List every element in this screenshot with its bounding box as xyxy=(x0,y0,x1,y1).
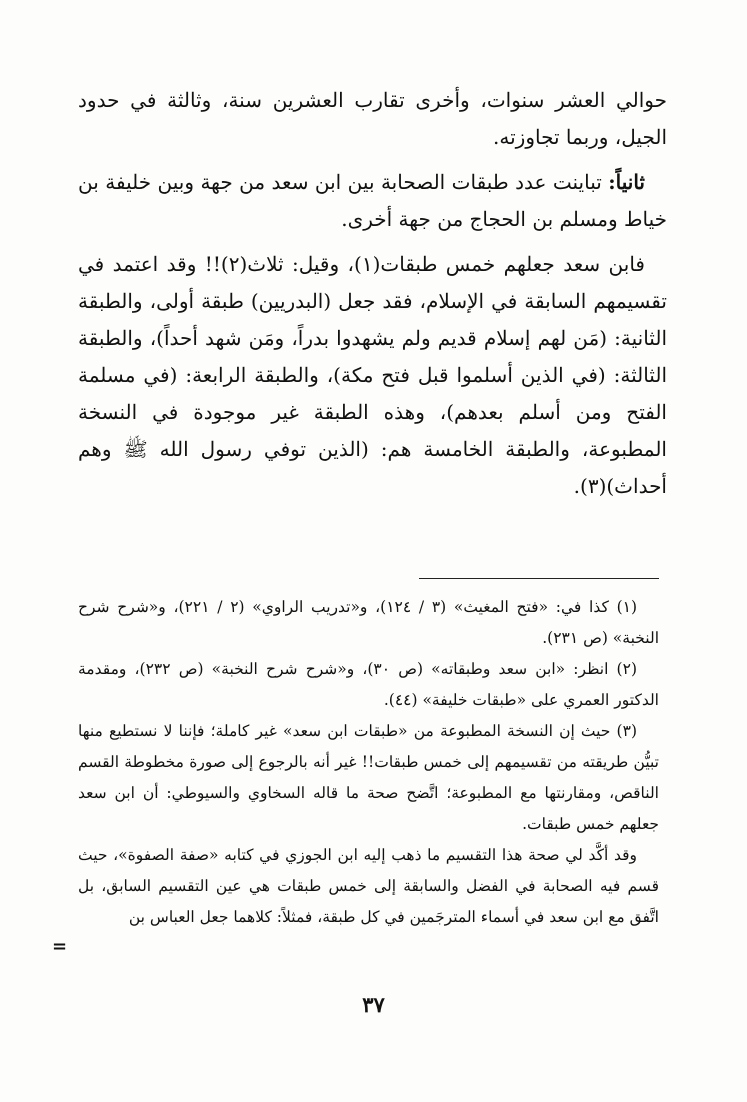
footnote-2: (٢) انظر: «ابن سعد وطبقاته» (ص ٣٠)، و«شرح شرح النخبة» (ص ٢٣٢)، ومقدمة الدكتور العمري على «طبقات خليفة» (٤٤). xyxy=(78,660,659,709)
paragraph-2 xyxy=(78,164,667,238)
paragraph-2-lead: ثانياً: xyxy=(608,170,645,194)
footnotes xyxy=(78,592,659,933)
paragraph-1: حوالي العشر سنوات، وأخرى تقارب العشرين سنة، وثالثة في حدود الجيل، وربما تجاوزته. xyxy=(78,88,667,149)
paragraph-2-text: تباينت عدد طبقات الصحابة بين ابن سعد من جهة وبين خليفة بن خياط ومسلم بن الحجاج من جهة أخرى. xyxy=(78,170,667,231)
paragraph-3: فابن سعد جعلهم خمس طبقات(١)، وقيل: ثلاث(٢)!! وقد اعتمد في تقسيمهم السابقة في الإسلام، فقد جعل (البدريين) طبقة أولى، والطبقة الثانية: (مَن لهم إسلام قديم ولم يشهدوا بدراً، ومَن شهد أحداً)، والطبقة الثالثة: (في الذين أسلموا قبل فتح مكة)، والطبقة الرابعة: (في مسلمة الفتح ومن أسلم بعدهم)، وهذه الطبقة غير موجودة في النسخة المطبوعة، والطبقة الخامسة هم: (الذين توفي رسول الله ﷺ وهم أحداث)(٣). xyxy=(78,252,667,498)
footnote-separator xyxy=(419,578,659,579)
page-number: ٣٧ xyxy=(362,992,385,1017)
continuation-mark: = xyxy=(52,936,68,957)
main-text xyxy=(78,82,667,513)
footnote-1: (١) كذا في: «فتح المغيث» (٣ / ١٢٤)، و«تدريب الراوي» (٢ / ٢٢١)، و«شرح شرح النخبة» (ص ٢٣١). xyxy=(78,598,659,647)
footnote-3-continued: وقد أكَّد لي صحة هذا التقسيم ما ذهب إليه ابن الجوزي في كتابه «صفة الصفوة»، حيث قسم فيه الصحابة في الفضل والسابقة إلى خمس طبقات هي عين التقسيم السابق، بل اتَّفق مع ابن سعد في أسماء المترجَمين في كل طبقة، فمثلاً: كلاهما جعل العباس بن xyxy=(78,846,659,926)
footnote-3: (٣) حيث إن النسخة المطبوعة من «طبقات ابن سعد» غير كاملة؛ فإننا لا نستطيع منها تبيُّن طريقته من تقسيمهم إلى خمس طبقات!! غير أنه بالرجوع إلى صورة مخطوطة القسم الناقص، ومقارنتها مع المطبوعة؛ اتَّضح صحة ما قاله السخاوي والسيوطي: أن ابن سعد جعلهم خمس طبقات. xyxy=(78,722,659,833)
